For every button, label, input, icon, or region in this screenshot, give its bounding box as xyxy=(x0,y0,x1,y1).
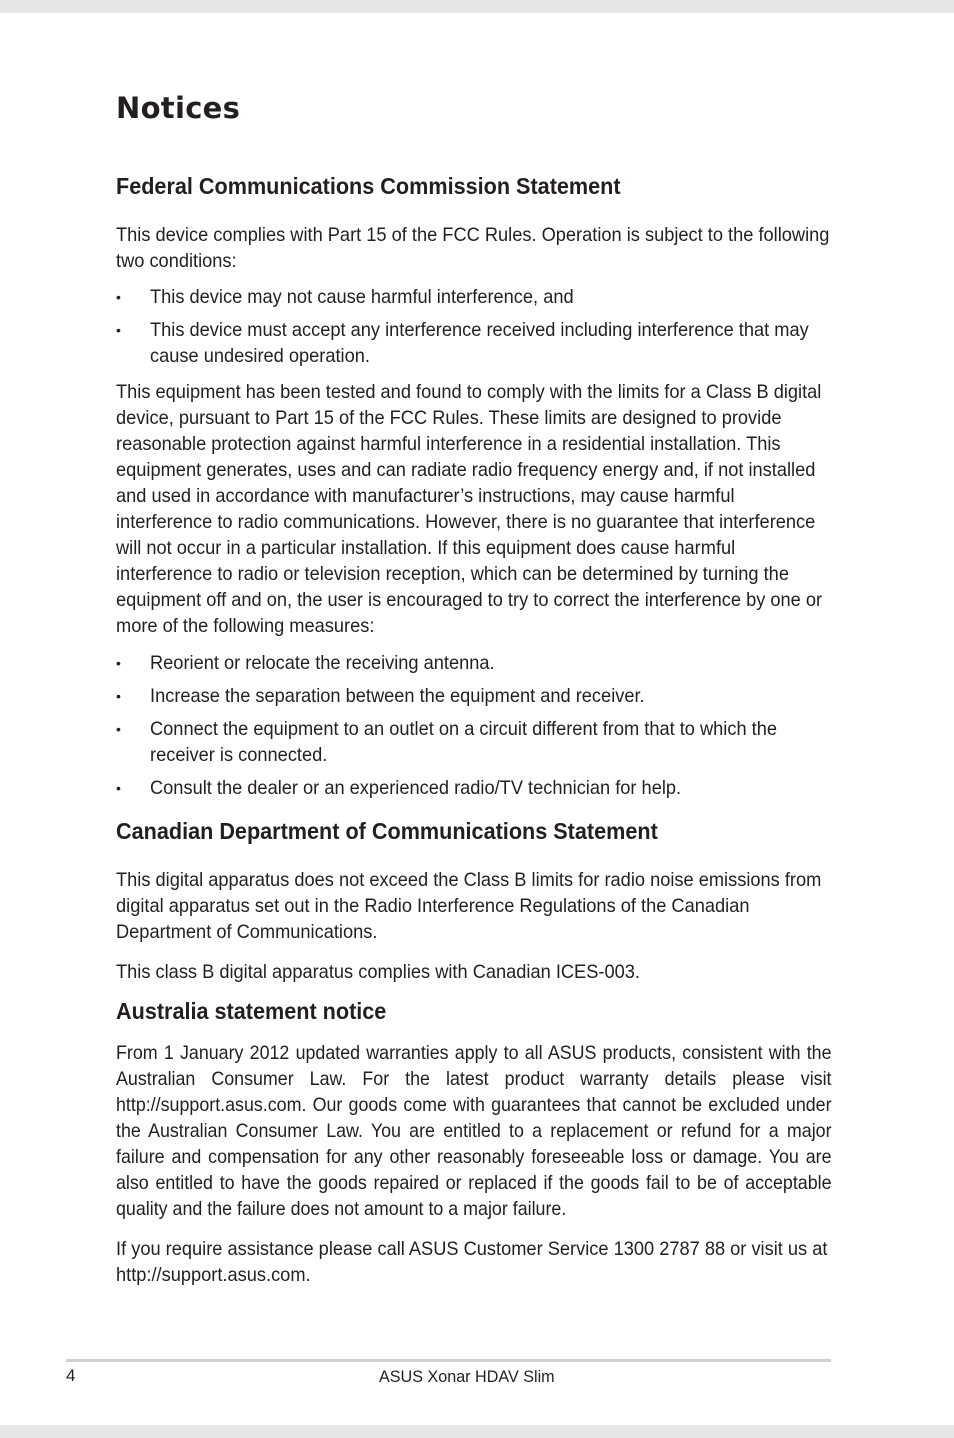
australia-heading: Australia statement notice xyxy=(116,998,387,1024)
page-content xyxy=(116,170,832,1288)
list-item-text: Increase the separation between the equipment and receiver. xyxy=(150,685,645,707)
australia-paragraph-1: From 1 January 2012 updated warranties apply to all ASUS products, consistent with the Australian Consumer Law. For the latest product warranty details please visit http://support.asus.com. Our goods come with guarantees that cannot be excluded under the Australian Consumer Law. You are entitled to a replacement or refund for a major failure and compensation for any other reasonably foreseeable loss or damage. You are also entitled to have the goods repaired or replaced if the goods fail to be of acceptable quality and the failure does not amount to a major failure. xyxy=(116,1042,832,1220)
australia-section xyxy=(116,995,832,1288)
list-item-text: Consult the dealer or an experienced radio/TV technician for help. xyxy=(150,777,682,799)
canada-paragraph-2: This class B digital apparatus complies with Canadian ICES-003. xyxy=(116,961,640,983)
canada-heading: Canadian Department of Communications Statement xyxy=(116,818,658,844)
footer-rule xyxy=(66,1359,831,1362)
bullet-icon: • xyxy=(116,721,121,737)
list-item xyxy=(116,716,832,768)
bullet-icon: • xyxy=(116,289,121,305)
page-number: 4 xyxy=(66,1366,76,1385)
list-item xyxy=(116,683,832,709)
top-band xyxy=(0,0,954,13)
list-item-text: Connect the equipment to an outlet on a circuit different from that to which the receiver is connected. xyxy=(150,718,778,766)
fcc-measures-list xyxy=(116,650,832,801)
bottom-band xyxy=(0,1425,954,1438)
footer-product-name: ASUS Xonar HDAV Slim xyxy=(379,1367,555,1386)
list-item xyxy=(116,650,832,676)
canada-section xyxy=(116,815,832,985)
bullet-icon: • xyxy=(116,655,121,671)
list-item-text: This device must accept any interference received including interference that may cause undesired operation. xyxy=(150,319,809,367)
canada-paragraph-1: This digital apparatus does not exceed the Class B limits for radio noise emissions from digital apparatus set out in the Radio Interference Regulations of the Canadian Department of Communications. xyxy=(116,869,822,943)
fcc-heading: Federal Communications Commission Statement xyxy=(116,173,621,199)
fcc-conditions-list xyxy=(116,284,832,369)
list-item xyxy=(116,317,832,369)
list-item xyxy=(116,775,832,801)
page-title: Notices xyxy=(116,91,241,125)
fcc-section xyxy=(116,170,832,801)
bullet-icon: • xyxy=(116,688,121,704)
bullet-icon: • xyxy=(116,322,121,338)
fcc-intro: This device complies with Part 15 of the FCC Rules. Operation is subject to the following two conditions: xyxy=(116,224,830,272)
australia-paragraph-2: If you require assistance please call ASUS Customer Service 1300 2787 88 or visit us at http://support.asus.com. xyxy=(116,1238,828,1286)
list-item-text: Reorient or relocate the receiving antenna. xyxy=(150,652,495,674)
list-item xyxy=(116,284,832,310)
list-item-text: This device may not cause harmful interference, and xyxy=(150,286,574,308)
fcc-body: This equipment has been tested and found to comply with the limits for a Class B digital device, pursuant to Part 15 of the FCC Rules. These limits are designed to provide reasonable protection against harmful interference in a residential installation. This equipment generates, uses and can radiate radio frequency energy and, if not installed and used in accordance with manufacturer’s instructions, may cause harmful interference to radio communications. However, there is no guarantee that interference will not occur in a particular installation. If this equipment does cause harmful interference to radio or television reception, which can be determined by turning the equipment off and on, the user is encouraged to try to correct the interference by one or more of the following measures: xyxy=(116,381,823,637)
bullet-icon: • xyxy=(116,780,121,796)
